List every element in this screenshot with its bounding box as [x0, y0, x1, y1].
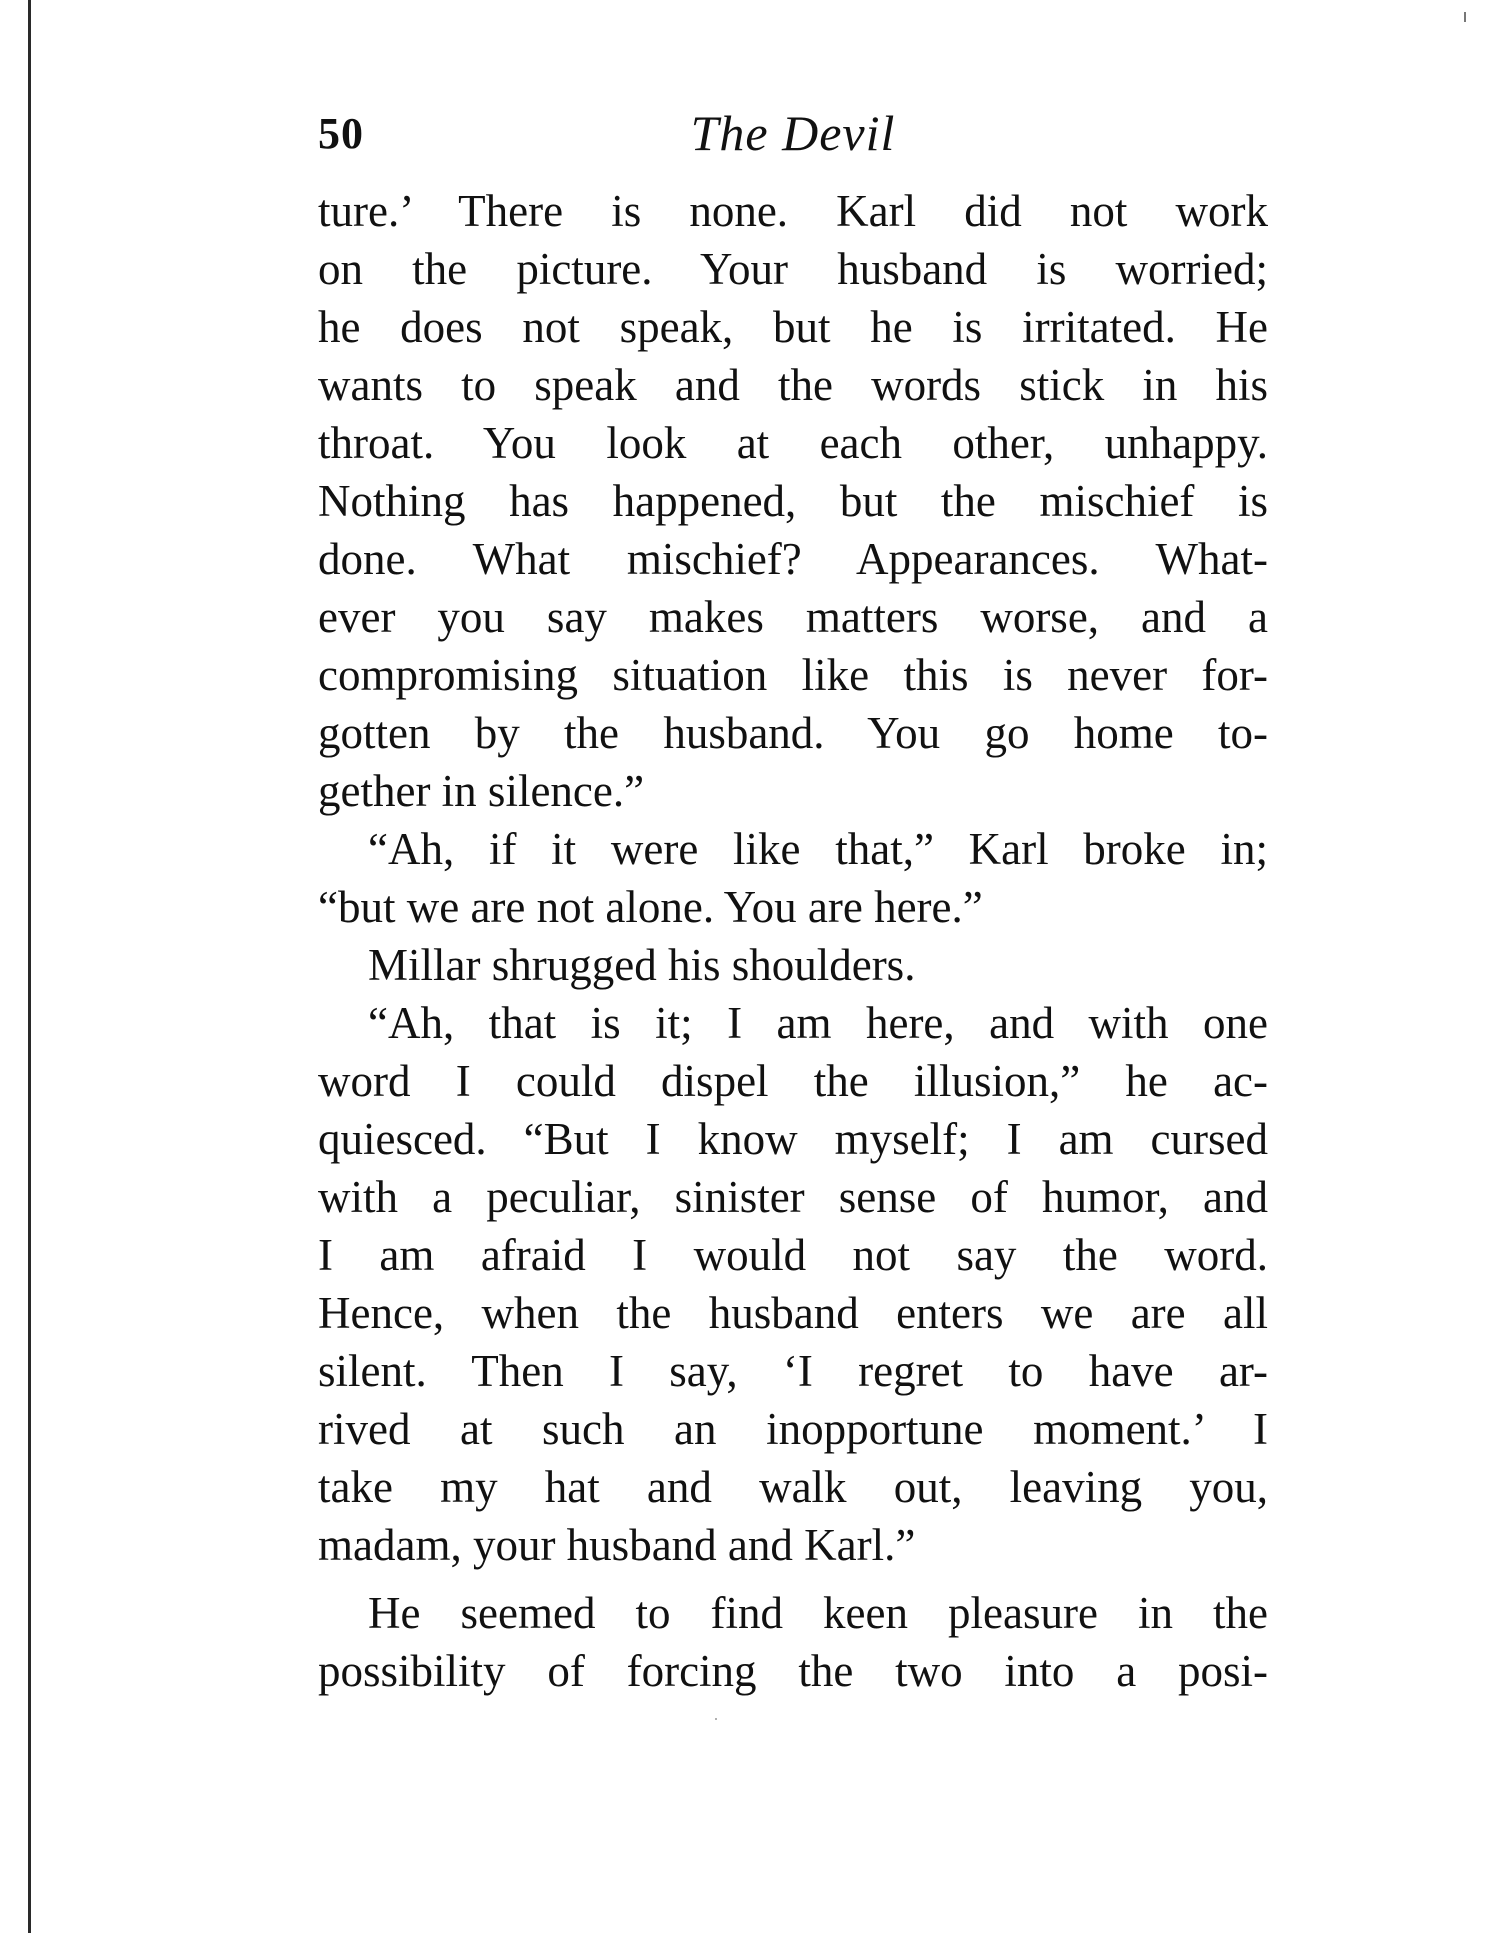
running-head — [318, 100, 1268, 172]
text-line: I am afraid I would not say the word. — [318, 1230, 1268, 1280]
text-line: rived at such an inopportune moment.’ I — [318, 1404, 1268, 1454]
text-line: gether in silence.” — [318, 766, 645, 816]
text-line: done. What mischief? Appearances. What- — [318, 534, 1268, 584]
book-page — [318, 100, 1268, 1700]
text-line: He seemed to find keen pleasure in the — [368, 1588, 1268, 1638]
text-line: “Ah, if it were like that,” Karl broke in; — [368, 824, 1268, 874]
scan-mark — [1464, 12, 1466, 22]
text-line: gotten by the husband. You go home to- — [318, 708, 1268, 758]
scan-speck — [715, 1718, 717, 1720]
text-line: take my hat and walk out, leaving you, — [318, 1462, 1268, 1512]
text-line: “Ah, that is it; I am here, and with one — [368, 998, 1268, 1048]
scan-page-edge — [28, 0, 31, 1933]
text-line: ture.’ There is none. Karl did not work — [318, 186, 1268, 236]
body-text — [318, 182, 1268, 1700]
text-line: possibility of forcing the two into a posi- — [318, 1646, 1268, 1696]
page-number: 50 — [318, 109, 364, 158]
text-line: he does not speak, but he is irritated. He — [318, 302, 1268, 352]
text-line: with a peculiar, sinister sense of humor, and — [318, 1172, 1268, 1222]
text-line: madam, your husband and Karl.” — [318, 1520, 916, 1570]
text-line: Hence, when the husband enters we are all — [318, 1288, 1268, 1338]
text-line: wants to speak and the words stick in his — [318, 360, 1268, 410]
text-line: ever you say makes matters worse, and a — [318, 592, 1268, 642]
text-line: throat. You look at each other, unhappy. — [318, 418, 1268, 468]
text-line: Nothing has happened, but the mischief is — [318, 476, 1268, 526]
text-line: compromising situation like this is never for- — [318, 650, 1268, 700]
text-line: word I could dispel the illusion,” he ac- — [318, 1056, 1268, 1106]
text-line: quiesced. “But I know myself; I am cursed — [318, 1114, 1268, 1164]
running-title: The Devil — [690, 105, 896, 161]
text-line: Millar shrugged his shoulders. — [368, 940, 916, 990]
text-line: “but we are not alone. You are here.” — [318, 882, 983, 932]
text-line: on the picture. Your husband is worried; — [318, 244, 1268, 294]
text-line: silent. Then I say, ‘I regret to have ar- — [318, 1346, 1268, 1396]
